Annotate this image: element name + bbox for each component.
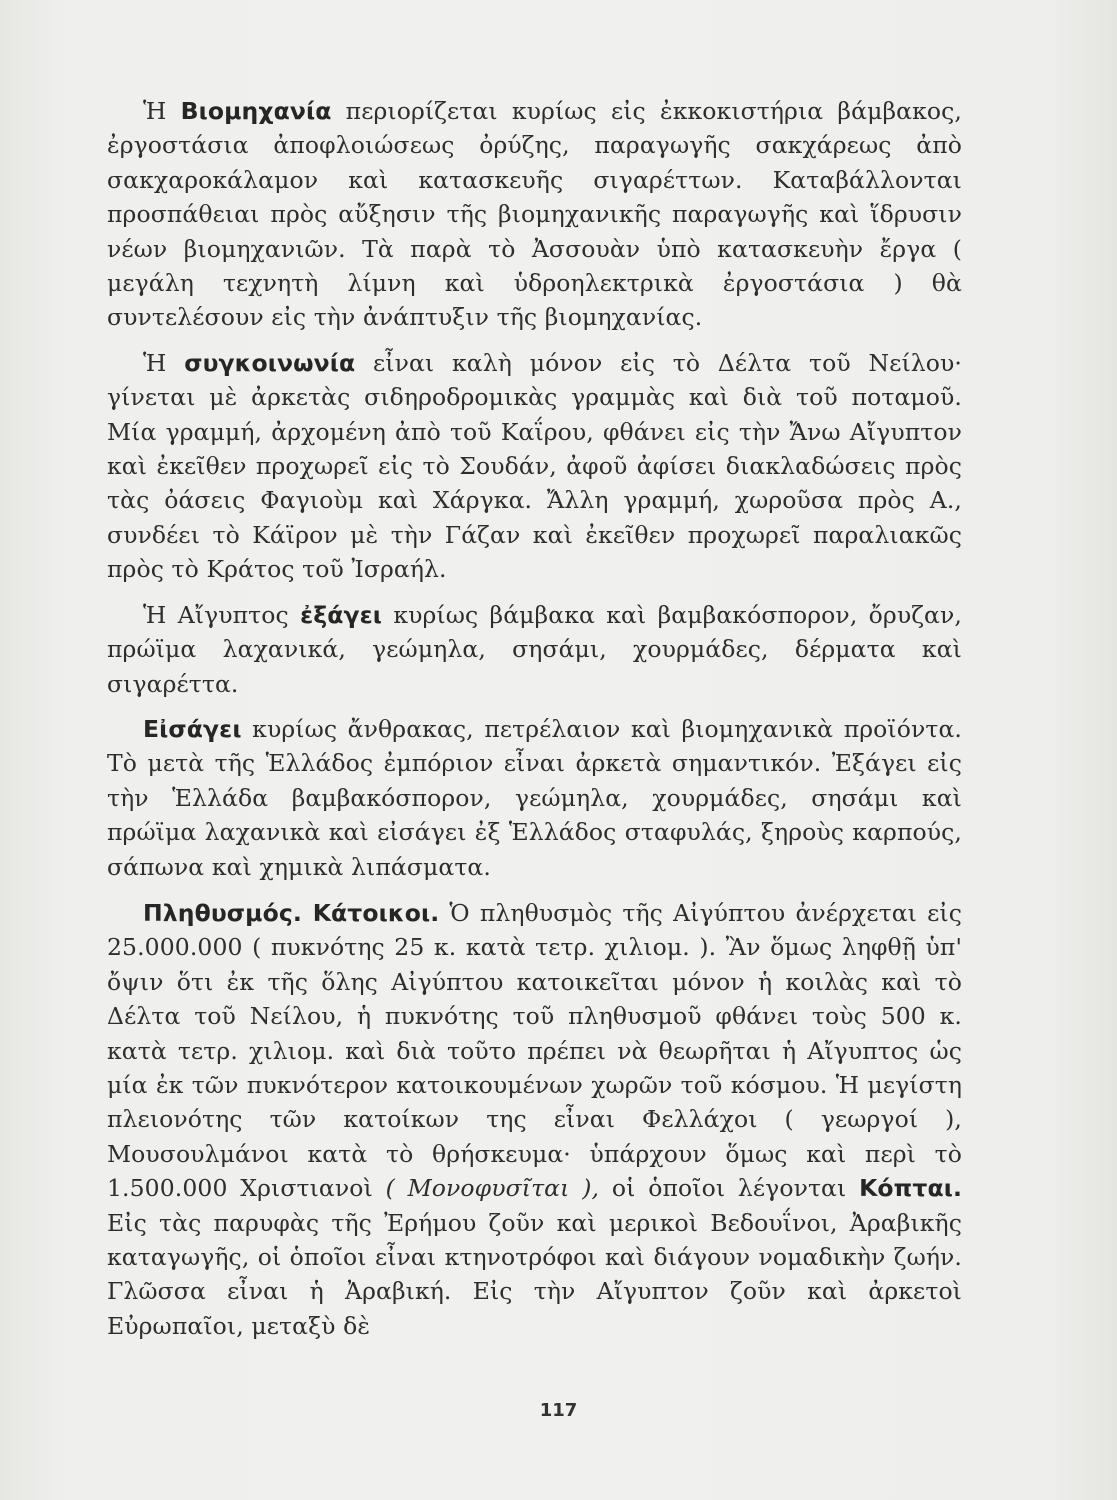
paragraph-imports (107, 712, 962, 884)
paragraph-industry (107, 94, 962, 335)
body-text (107, 94, 962, 1354)
paragraph-exports (107, 598, 962, 701)
population-text-1: Ὁ πληθυσμὸς τῆς Αἰγύπτου ἀνέρχεται εἰς 25.000.000 ( πυκνότης 25 κ. κατὰ τετρ. χιλιομ. ). Ἂν ὅμως ληφθῇ ὑπ' ὄψιν ὅτι ἐκ τῆς ὅλης Αἰγύπτου κατοικεῖται μόνον ἡ κοιλὰς καὶ τὸ Δέλτα τοῦ Νείλου, ἡ πυκνότης τοῦ πληθυσμοῦ φθάνει τοὺς 500 κ. κατὰ τετρ. χιλιομ. καὶ διὰ τοῦτο πρέπει νὰ θεωρῆται ἡ Αἴγυπτος ὡς μία ἐκ τῶν πυκνότερον κατοικουμένων χωρῶν τοῦ κόσμου. Ἡ μεγίστη πλειονότης τῶν κατοίκων της εἶναι Φελλάχοι ( γεωργοί ), Μουσουλμάνοι κατὰ τὸ θρήσκευμα· ὑπάρχουν ὅμως καὶ περὶ τὸ 1.500.000 Χριστιανοὶ (107, 898, 962, 1203)
paragraph-imports-text: κυρίως ἄνθρακας, πετρέλαιον καὶ βιομηχανικὰ προϊόντα. Τὸ μετὰ τῆς Ἑλλάδος ἐμπόριον εἶναι ἀρκετὰ σημαντικόν. Ἐξάγει εἰς τὴν Ἑλλάδα βαμβακόσπορον, γεώμηλα, χουρμάδες, σησάμι καὶ πρώϊμα λαχανικὰ καὶ εἰσάγει ἐξ Ἑλλάδος σταφυλάς, ξηροὺς καρπούς, σάπωνα καὶ χημικὰ λιπάσματα. (107, 714, 962, 881)
term-copts: Κόπται. (859, 1174, 962, 1203)
page-number: 117 (539, 1400, 578, 1421)
term-exports: ἐξάγει (300, 600, 383, 629)
paragraph-transport-text: εἶναι καλὴ μόνον εἰς τὸ Δέλτα τοῦ Νείλου· γίνεται μὲ ἀρκετὰς σιδηροδρομικὰς γραμμὰς καὶ διὰ τοῦ ποταμοῦ. Μία γραμμή, ἀρχομένη ἀπὸ τοῦ Καΐρου, φθάνει εἰς τὴν Ἄνω Αἴγυπτον καὶ ἐκεῖθεν προχωρεῖ εἰς τὸ Σουδάν, ἀφοῦ ἀφίσει διακλαδώσεις πρὸς τὰς ὀάσεις Φαγιοὺμ καὶ Χάργκα. Ἄλλη γραμμή, χωροῦσα πρὸς Α., συνδέει τὸ Κάϊρον μὲ τὴν Γάζαν καὶ ἐκεῖθεν προχωρεῖ παραλιακῶς πρὸς τὸ Κράτος τοῦ Ἰσραήλ. (107, 348, 962, 584)
paragraph-transport (107, 346, 962, 587)
paragraph-exports-text: κυρίως βάμβακα καὶ βαμβακόσπορον, ὄρυζαν, πρώϊμα λαχανικά, γεώμηλα, σησάμι, χουρμάδες, δέρματα καὶ σιγαρέττα. (107, 600, 962, 698)
section-heading-population: Πληθυσμός. Κάτοικοι. (143, 898, 440, 927)
term-imports: Εἰσάγει (143, 714, 242, 743)
paragraph-transport-pre: Ἡ (143, 348, 185, 377)
paragraph-industry-pre: Ἡ (143, 97, 181, 125)
paragraph-population (107, 896, 962, 1343)
population-italic: ( Μονοφυσῖται ), (385, 1174, 600, 1203)
paragraph-industry-text: περιορίζεται κυρίως εἰς ἐκκοκιστήρια βάμβακος, ἐργοστάσια ἀποφλοιώσεως ὀρύζης, παραγωγῆς σακχάρεως ἀπὸ σακχαροκάλαμον καὶ κατασκευῆς σιγαρέττων. Καταβάλλονται προσπάθειαι πρὸς αὔξησιν τῆς βιομηχανικῆς παραγωγῆς καὶ ἵδρυσιν νέων βιομηχανιῶν. Τὰ παρὰ τὸ Ἀσσουὰν ὑπὸ κατασκευὴν ἔργα ( μεγάλη τεχνητὴ λίμνη καὶ ὑδροηλεκτρικὰ ἐργοστάσια ) θὰ συντελέσουν εἰς τὴν ἀνάπτυξιν τῆς βιομηχανίας. (107, 97, 962, 332)
term-transport: συγκοινωνία (184, 348, 356, 377)
population-text-3: Εἰς τὰς παρυφὰς τῆς Ἐρήμου ζοῦν καὶ μερικοὶ Βεδουΐνοι, Ἀραβικῆς καταγωγῆς, οἱ ὁποῖοι εἶναι κτηνοτρόφοι καὶ διάγουν νομαδικὴν ζωήν. Γλῶσσα εἶναι ἡ Ἀραβική. Εἰς τὴν Αἴγυπτον ζοῦν καὶ ἀρκετοὶ Εὐρωπαῖοι, μεταξὺ δὲ (107, 1208, 962, 1340)
paragraph-exports-pre: Ἡ Αἴγυπτος (143, 600, 301, 629)
term-industry: Βιομηχανία (180, 97, 332, 125)
population-text-2: οἱ ὁποῖοι λέγονται (599, 1174, 860, 1203)
